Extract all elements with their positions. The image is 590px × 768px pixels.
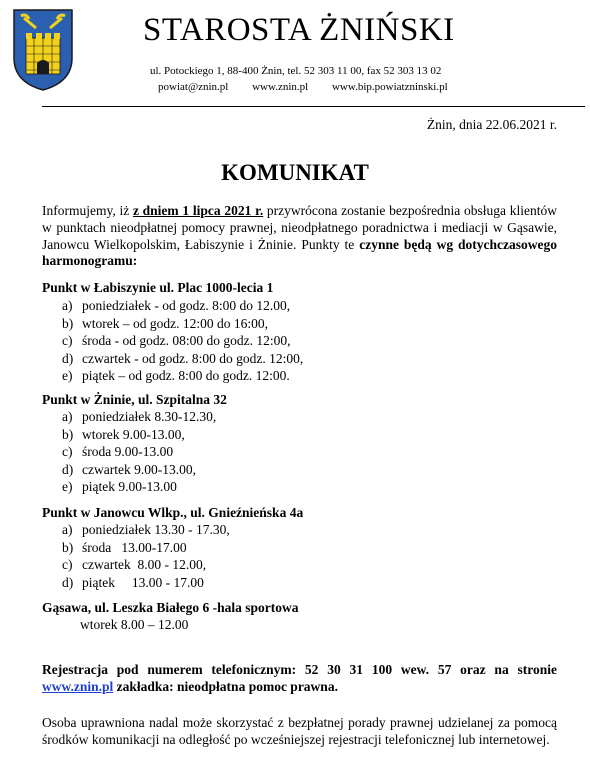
website-link[interactable]: www.znin.pl: [252, 81, 309, 93]
section-title-janowiec: Punkt w Janowcu Wlkp., ul. Gnieźnieńska 4a: [42, 505, 304, 520]
list-item: a) poniedziałek 8.30-12.30,: [62, 409, 217, 424]
registration-after-link: zakładka: nieodpłatna pomoc prawna.: [113, 678, 338, 694]
schedule-list-labiszyn: [62, 297, 303, 385]
list-item: b) wtorek 9.00-13.00,: [62, 426, 185, 442]
list-item: a) poniedziałek 13.30 - 17.30,: [62, 522, 230, 537]
bip-link[interactable]: www.bip.powiatzninski.pl: [331, 81, 448, 93]
list-item: b) wtorek – od godz. 12:00 do 16:00,: [62, 315, 268, 331]
email-link[interactable]: powiat@znin.pl: [158, 81, 229, 93]
list-item: c) środa - od godz. 08:00 do godz. 12:00,: [62, 333, 291, 348]
section-title-labiszyn: Punkt w Łabiszynie ul. Plac 1000-lecia 1: [42, 280, 274, 295]
intro-text-2: przywrócona zostanie bezpośrednia obsługa klientów w punktach nieodpłatnej pomocy prawnej, nieodpłatnego poradnictwa i mediacji w Gąsawie, Janowcu Wielkopolskim, Łabiszynie i Żninie. Punkty te: [42, 203, 557, 252]
document-date: Żnin, dnia 22.06.2021 r.: [426, 117, 557, 132]
letterhead-contacts: [158, 81, 468, 93]
list-item: e) piątek – od godz. 8:00 do godz. 12:00.: [62, 368, 290, 383]
intro-text-1: Informujemy, iż: [42, 203, 133, 218]
schedule-list-znin: [62, 408, 216, 496]
list-item: a) poniedziałek - od godz. 8:00 do 12.00,: [62, 298, 291, 313]
letterhead: [0, 0, 590, 110]
registration-paragraph: [42, 662, 557, 696]
znin-website-link[interactable]: www.znin.pl: [42, 678, 114, 694]
intro-bold-end: czynne będą wg dotychczasowego harmonogramu:: [42, 236, 558, 269]
list-item: c) czwartek 8.00 - 12.00,: [62, 557, 207, 572]
schedule-list-janowiec: [62, 521, 230, 591]
list-item: c) środa 9.00-13.00: [62, 444, 174, 459]
gasawa-schedule: wtorek 8.00 – 12.00: [80, 617, 189, 632]
list-item: d) czwartek - od godz. 8:00 do godz. 12:00,: [62, 350, 304, 366]
closing-paragraph: Osoba uprawniona nadal może skorzystać z bezpłatnej porady prawnej udzielanej za pomocą środków komunikacji na odległość po wcześniejszej rejestracji telefonicznej lub internetowej.: [42, 715, 557, 747]
document-title: KOMUNIKAT: [221, 160, 369, 185]
list-item: d) czwartek 9.00-13.00,: [62, 461, 196, 477]
section-title-znin: Punkt w Żninie, ul. Szpitalna 32: [42, 392, 227, 407]
letterhead-address: ul. Potockiego 1, 88-400 Żnin, tel. 52 303 11 00, fax 52 303 13 02: [150, 65, 442, 77]
intro-paragraph: [42, 203, 557, 270]
list-item: e) piątek 9.00-13.00: [62, 479, 177, 494]
registration-text: Rejestracja pod numerem telefonicznym: 52 30 31 100 wew. 57 oraz na stronie: [42, 662, 557, 677]
section-title-gasawa: Gąsawa, ul. Leszka Białego 6 -hala sportowa: [42, 600, 299, 615]
coat-of-arms-icon: [12, 8, 74, 92]
intro-date-highlight: z dniem 1 lipca 2021 r.: [132, 203, 264, 218]
list-item: b) środa 13.00-17.00: [62, 539, 187, 555]
header-divider: [42, 106, 585, 107]
list-item: d) piątek 13.00 - 17.00: [62, 574, 204, 590]
letterhead-title: STAROSTA ŻNIŃSKI: [143, 12, 455, 48]
